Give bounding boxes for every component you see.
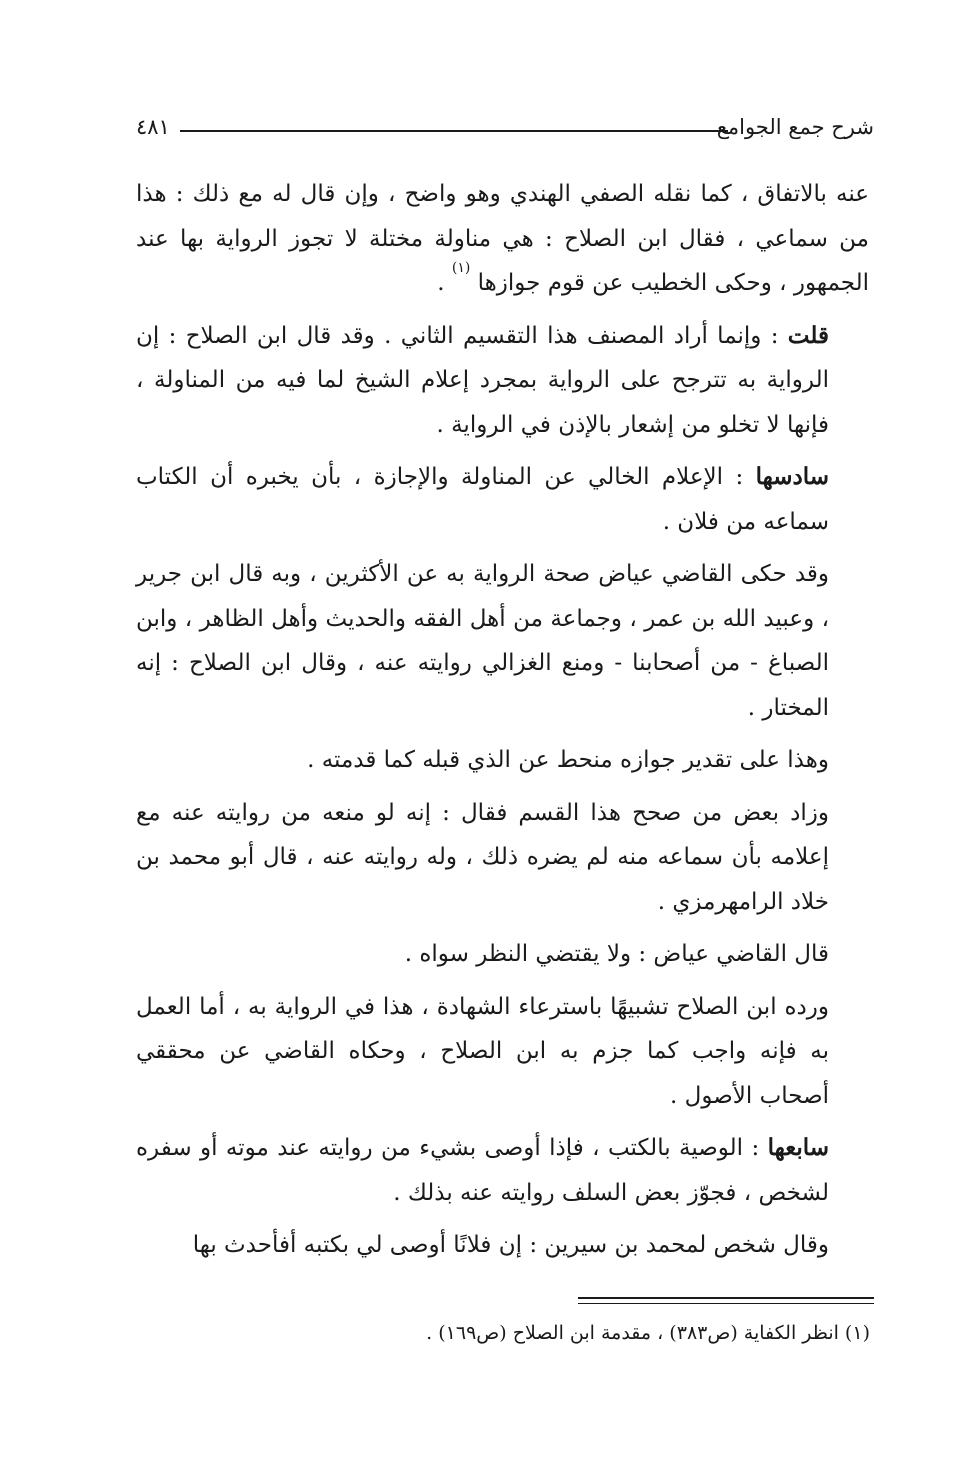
paragraph-10 [136,1223,869,1268]
paragraph-8 [136,985,869,1119]
paragraph-lead-word: سادسها [755,463,829,490]
paragraph-text: عنه بالاتفاق ، كما نقله الصفي الهندي وهو واضح ، وإن قال له مع ذلك : هذا من سماعي ، فقال ابن الصلاح : هي مناولة مختلة لا تجوز الرواية بها عند الجمهور ، وحكى الخطيب عن قوم جوازها [136,181,869,296]
footnote-reference: (١) [451,260,471,276]
paragraph-text: وقال شخص لمحمد بن سيرين : إن فلانًا أوصى لي بكتبه أفأحدث بها [192,1232,829,1258]
paragraph-text: ورده ابن الصلاح تشبيهًا باسترعاء الشهادة ، هذا في الرواية به ، أما العمل به فإنه واجب كما جزم به ابن الصلاح ، وحكاه القاضي عن محققي أصحاب الأصول . [136,993,829,1109]
paragraph-9 [136,1126,869,1215]
paragraph-text: قال القاضي عياض : ولا يقتضي النظر سواه . [404,941,829,967]
paragraph-lead-word: قلت [787,321,829,349]
page-number: ٤٨١ [136,115,170,139]
body-text [136,172,869,1276]
footnote-divider-thin [578,1303,874,1304]
paragraph-7 [136,932,869,977]
paragraph-1 [136,172,869,306]
paragraph-5 [136,738,869,783]
paragraph-3 [136,455,869,544]
paragraph-tail: . [437,270,452,296]
paragraph-text: وقد حكى القاضي عياض صحة الرواية به عن الأكثرين ، وبه قال ابن جرير ، وعبيد الله بن عمر ، وجماعة من أهل الفقه والحديث وأهل الظاهر ، وابن الصباغ - من أصحابنا - ومنع الغزالي روايته عنه ، وقال ابن الصلاح : إنه المختار . [136,561,829,721]
paragraph-4 [136,552,869,730]
paragraph-text: : الوصية بالكتب ، فإذا أوصى بشيء من روايته عند موته أو سفره لشخص ، فجوّز بعض السلف روايته عنه بذلك . [136,1135,829,1206]
running-title: شرح جمع الجوامع [716,115,874,139]
header-rule [180,130,728,132]
paragraph-lead-word: سابعها [767,1134,829,1161]
footnote: (١) انظر الكفاية (ص٣٨٣) ، مقدمة ابن الصلاح (ص١٦٩) . [426,1322,870,1344]
footnote-divider [578,1297,874,1299]
paragraph-6 [136,791,869,925]
paragraph-2 [136,314,869,448]
paragraph-text: وهذا على تقدير جوازه منحط عن الذي قبله كما قدمته . [307,747,829,773]
paragraph-text: : وإنما أراد المصنف هذا التقسيم الثاني . وقد قال ابن الصلاح : إن الرواية به تترجح على الرواية بمجرد إعلام الشيخ لما فيه من المناولة ، فإنها لا تخلو من إشعار بالإذن في الرواية . [136,322,829,438]
paragraph-text: وزاد بعض من صحح هذا القسم فقال : إنه لو منعه من روايته عنه مع إعلامه بأن سماعه منه لم يضره ذلك ، وله روايته عنه ، قال أبو محمد بن خلاد الرامهرمزي . [136,799,829,915]
page-header [136,112,874,148]
paragraph-text: : الإعلام الخالي عن المناولة والإجازة ، بأن يخبره أن الكتاب سماعه من فلان . [136,464,829,535]
